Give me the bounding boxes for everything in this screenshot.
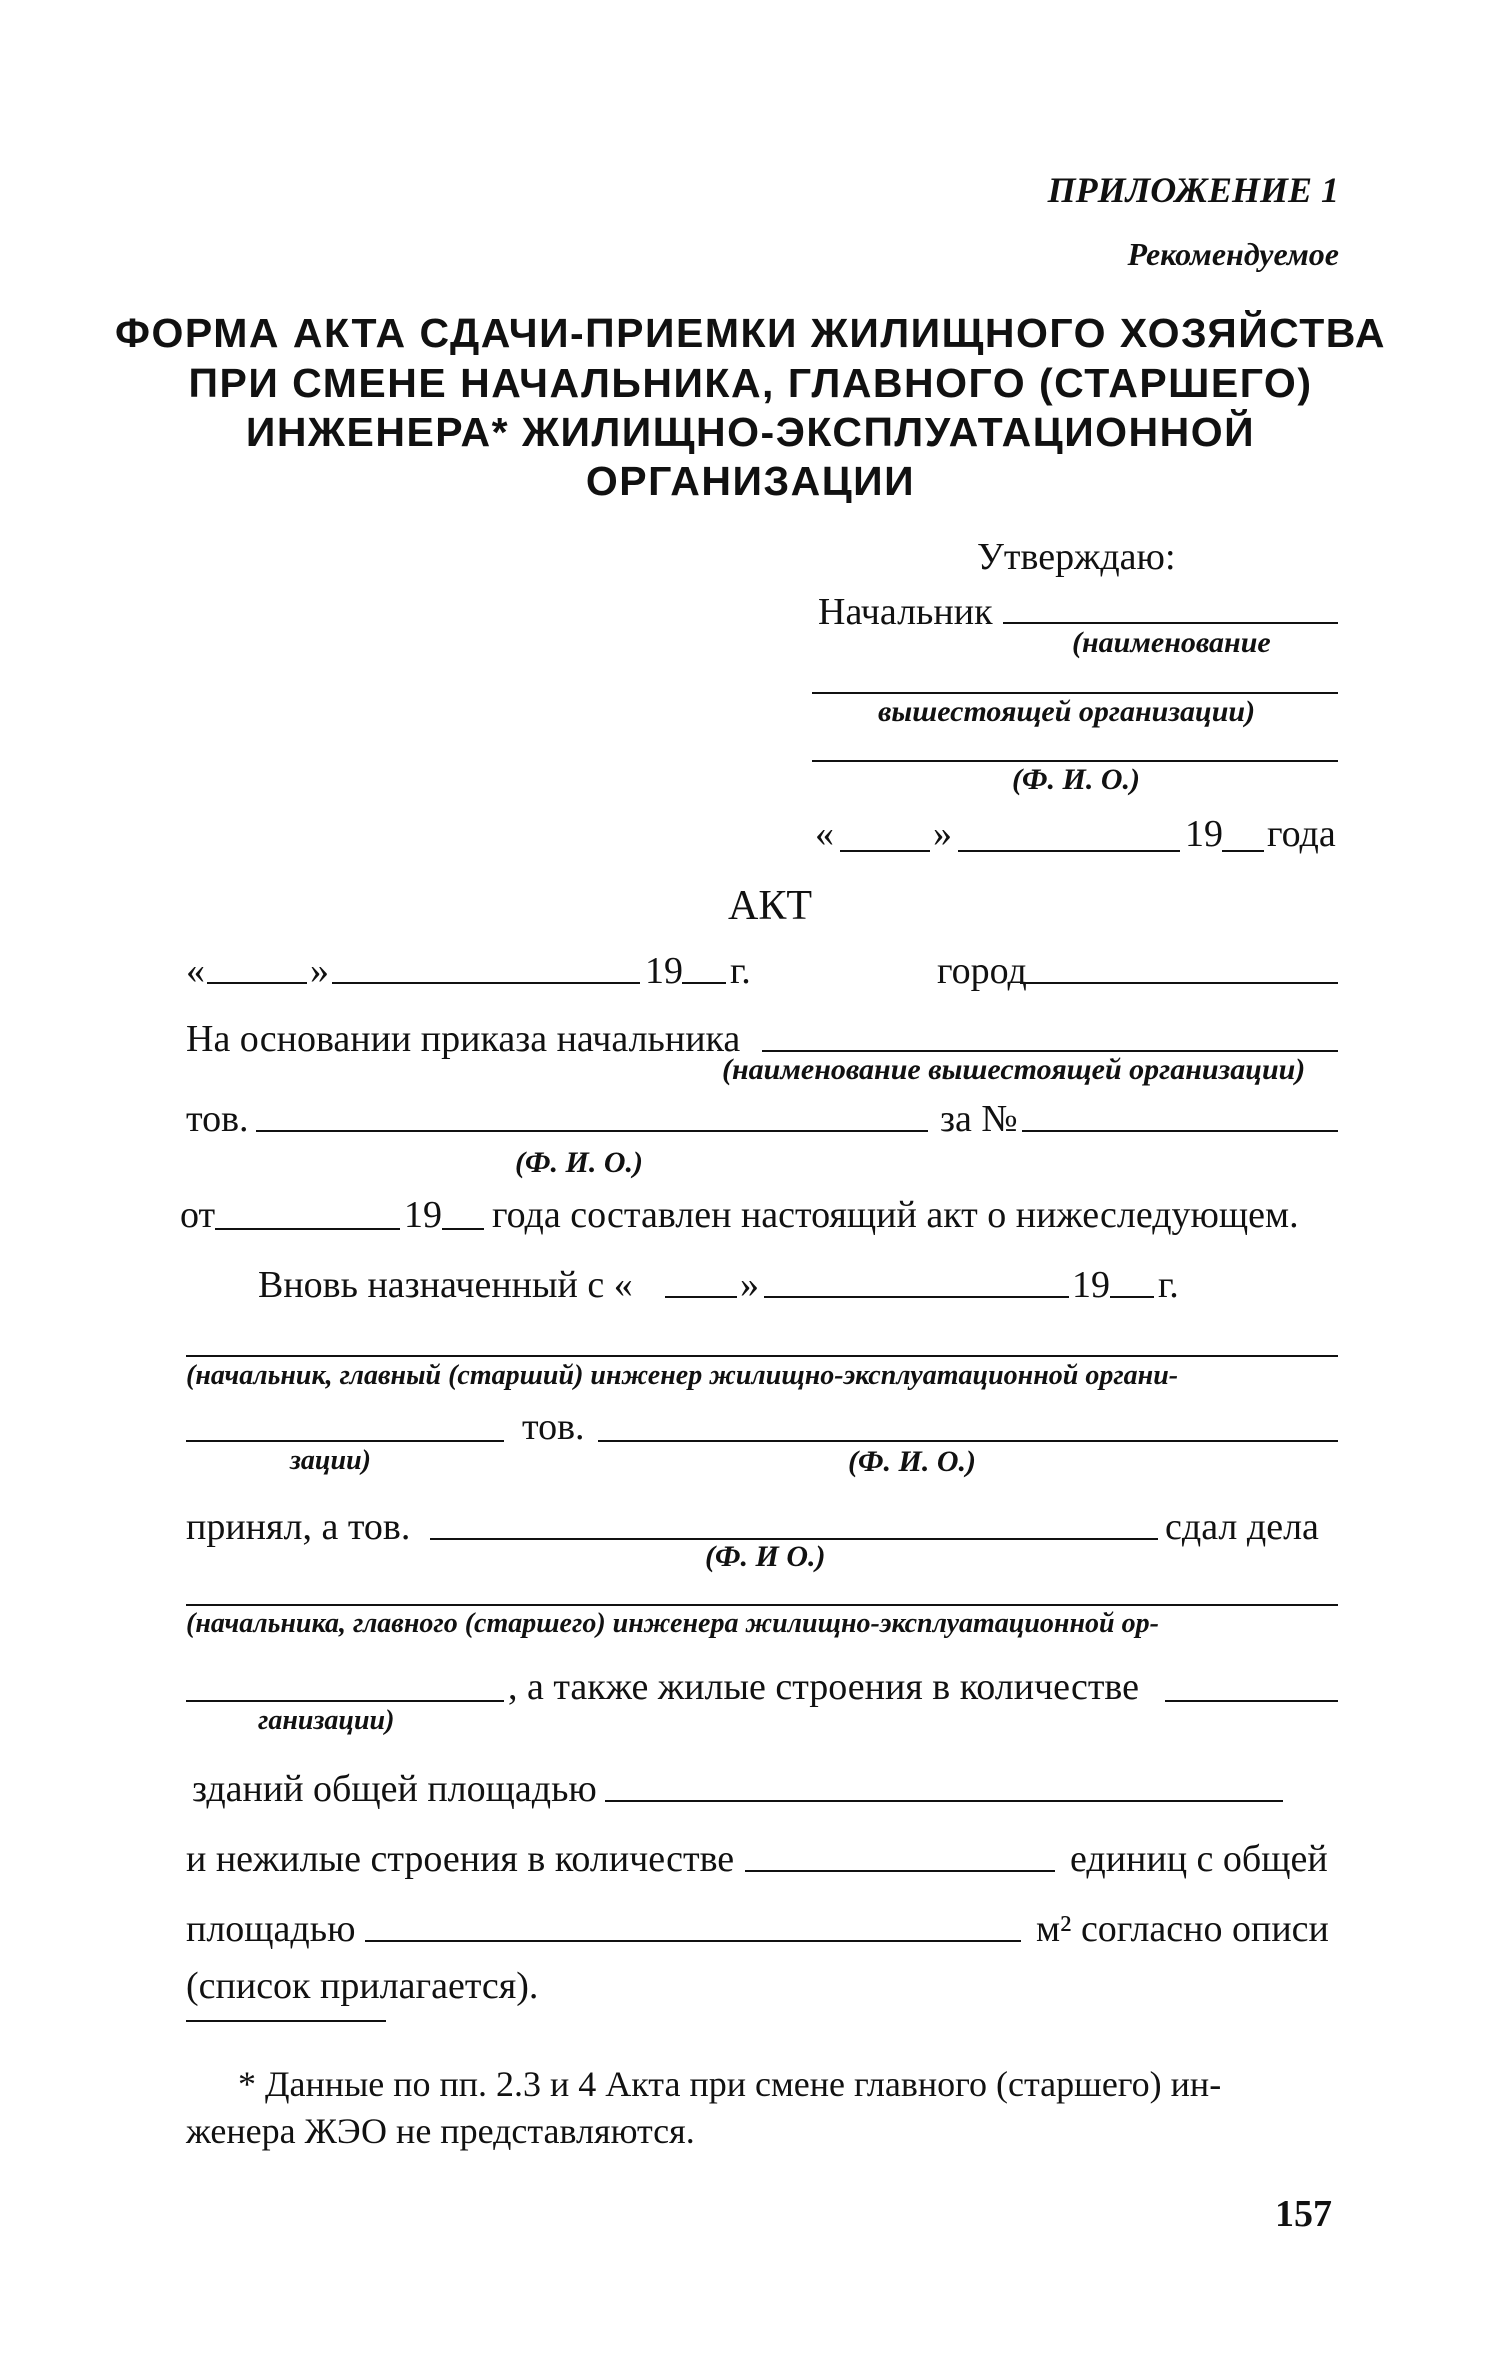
hint-position-3: (начальника, главного (старшего) инженера жилищно-эксплуатационной ор- [186,1608,1159,1639]
appoint-year-prefix: 19 [1072,1264,1110,1306]
approval-year-prefix: 19 [1185,813,1223,855]
units-area-text: единиц с общей [1070,1838,1328,1880]
hint-position-1: (начальник, главный (старший) инженер жилищно-эксплуатационной органи- [186,1360,1179,1391]
basis-org-line[interactable] [762,1050,1338,1052]
chief-org-line[interactable] [1003,622,1338,624]
new-fio-line[interactable] [598,1440,1338,1442]
hint-fio-new: (Ф. И. О.) [848,1445,976,1478]
appoint-quote-close: » [740,1264,759,1306]
previous-position-line-2[interactable] [186,1700,504,1702]
act-day-line[interactable] [207,982,307,984]
order-number-label: за № [940,1098,1018,1140]
footnote-rule [186,2020,386,2022]
appoint-day-line[interactable] [665,1296,737,1298]
footnote-line-1: * Данные по пп. 2.3 и 4 Акта при смене главного (старшего) ин- [238,2064,1222,2104]
appendix-status: Рекомендуемое [1127,236,1339,272]
appoint-year-line[interactable] [1110,1296,1154,1298]
city-line[interactable] [1020,982,1338,984]
approval-quote-open: « [815,813,834,855]
ot-tail-text: года составлен настоящий акт о нижеследующем. [492,1194,1299,1236]
order-year-prefix: 19 [404,1194,442,1236]
act-quote-open: « [186,950,205,992]
approve-label: Утверждаю: [977,536,1176,578]
non-residential-text: и нежилые строения в количестве [186,1838,735,1880]
approver-fio-line[interactable] [812,760,1338,762]
accepted-text: принял, а тов. [186,1506,411,1548]
approval-day-line[interactable] [840,850,930,852]
area-label: площадью [186,1908,356,1950]
heading-line-4: ОРГАНИЗАЦИИ [585,458,916,504]
buildings-area-text: зданий общей площадью [192,1768,597,1810]
appoint-month-line[interactable] [764,1296,1069,1298]
m2-inventory-text: м² согласно описи [1036,1908,1329,1950]
new-position-line-2[interactable] [186,1440,504,1442]
hint-position-2: зации) [290,1445,371,1476]
chief-label: Начальник [818,591,993,633]
order-number-line[interactable] [1022,1130,1338,1132]
act-year-suffix: г. [730,950,751,992]
heading-line-3: ИНЖЕНЕРА* ЖИЛИЩНО-ЭКСПЛУАТАЦИОННОЙ [245,409,1256,455]
parent-org-line[interactable] [812,692,1338,694]
tov2-label: тов. [522,1406,585,1448]
ot-label: от [180,1194,216,1236]
act-quote-close: » [310,950,329,992]
approval-quote-close: » [933,813,952,855]
approval-year-line[interactable] [1222,850,1264,852]
act-year-prefix: 19 [645,950,683,992]
order-year-line[interactable] [442,1228,484,1230]
hint-org-2: вышестоящей организации) [878,695,1256,728]
appoint-year-suffix: г. [1158,1264,1179,1306]
hint-org-1: (наименование [1072,626,1271,659]
order-fio-line[interactable] [256,1130,928,1132]
hint-fio-previous: (Ф. И О.) [705,1540,826,1573]
new-position-line[interactable] [186,1355,1338,1357]
act-month-line[interactable] [332,982,640,984]
non-residential-count-line[interactable] [745,1870,1055,1872]
page-number: 157 [1275,2193,1332,2235]
hint-fio-approver: (Ф. И. О.) [1012,763,1140,796]
city-label: город [937,950,1027,992]
approval-month-line[interactable] [958,850,1180,852]
previous-position-line[interactable] [186,1604,1338,1606]
hint-fio-order: (Ф. И. О.) [515,1146,643,1179]
footnote-line-2: женера ЖЭО не представляются. [186,2111,695,2151]
basis-text: На основании приказа начальника [186,1018,741,1060]
order-date-line[interactable] [215,1228,400,1230]
act-year-line[interactable] [682,982,726,984]
hint-position-4: ганизации) [258,1705,395,1736]
list-attached-text: (список прилагается). [186,1965,539,2007]
also-residential-text: , а также жилые строения в количестве [508,1666,1140,1708]
residential-count-line[interactable] [1165,1700,1338,1702]
tov-label: тов. [186,1098,249,1140]
buildings-area-line[interactable] [605,1800,1283,1802]
new-appointed-text: Вновь назначенный с « [258,1264,633,1306]
heading-line-1: ФОРМА АКТА СДАЧИ-ПРИЕМКИ ЖИЛИЩНОГО ХОЗЯЙСТВА [115,310,1386,356]
approval-year-word: года [1267,813,1336,855]
heading-line-2: ПРИ СМЕНЕ НАЧАЛЬНИКА, ГЛАВНОГО (СТАРШЕГО) [188,360,1313,406]
handed-text: сдал дела [1165,1506,1319,1548]
non-residential-area-line[interactable] [365,1940,1021,1942]
hint-parent-org: (наименование вышестоящей организации) [722,1053,1306,1086]
act-title: АКТ [728,883,812,929]
appendix-title: ПРИЛОЖЕНИЕ 1 [1047,170,1339,210]
